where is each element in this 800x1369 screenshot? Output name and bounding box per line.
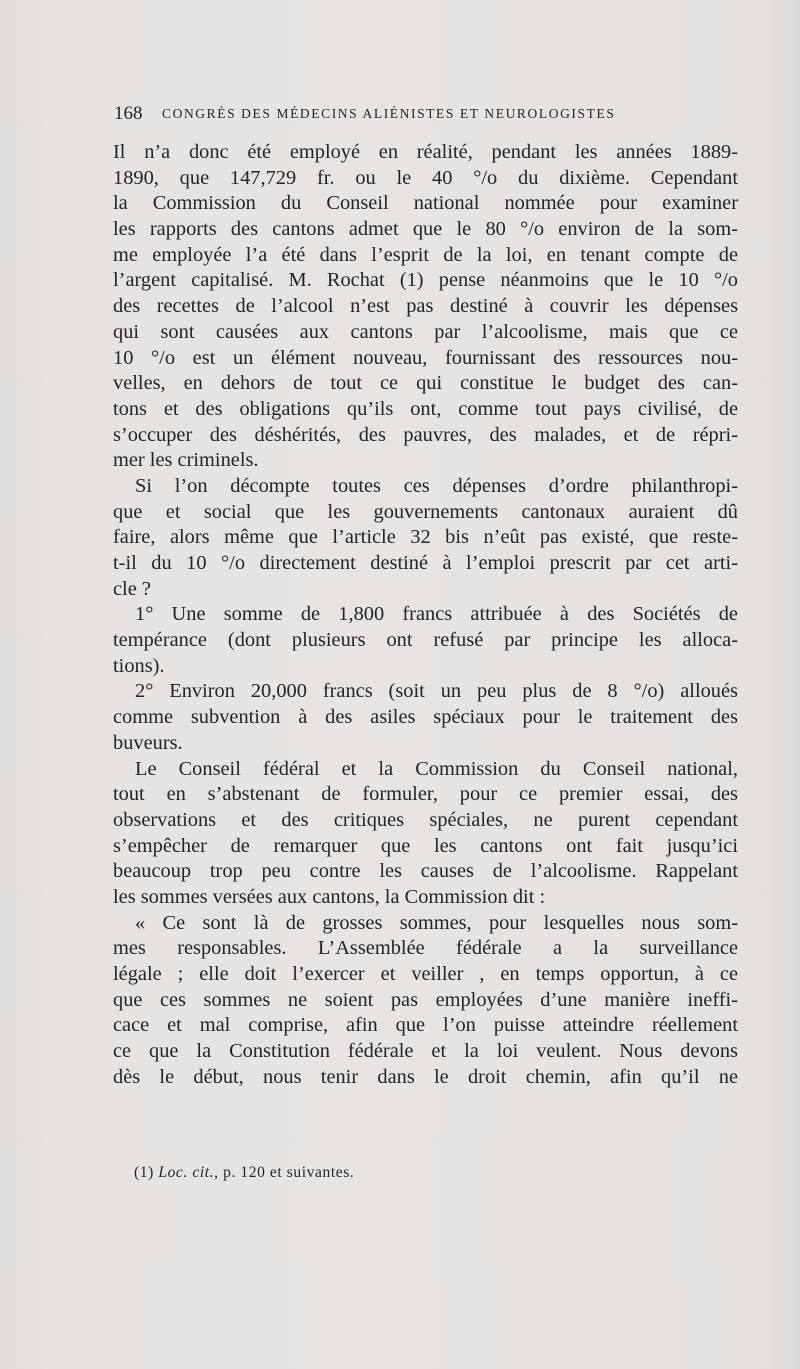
text-line: faire, alors même que l’article 32 bis n’eût pas existé, que reste- — [113, 526, 738, 549]
text-line: me employée l’a été dans l’esprit de la loi, en tenant compte de — [113, 243, 738, 266]
paragraph — [113, 679, 738, 756]
text-line: légale ; elle doit l’exercer et veiller , en temps opportun, à ce — [113, 963, 738, 985]
text-line: buveurs. — [113, 731, 183, 754]
text-line: s’occuper des déshérités, des pauvres, des malades, et de répri- — [113, 423, 738, 446]
running-head: CONGRÈS DES MÉDECINS ALIÉNISTES ET NEUROLOGISTES — [162, 106, 616, 121]
footnote-text: p. 120 et suivantes. — [223, 1164, 355, 1181]
text-line: s’empêcher de remarquer que les cantons ont fait jusqu’ici — [113, 834, 738, 857]
text-line: tout en s’abstenant de formuler, pour ce premier essai, des — [113, 783, 738, 806]
text-line: beaucoup trop peu contre les causes de l’alcoolisme. Rappelant — [113, 860, 738, 883]
text-line: qui sont causées aux cantons par l’alcoolisme, mais que ce — [113, 320, 738, 343]
text-line: velles, en dehors de tout ce qui constitue le budget des can- — [113, 372, 738, 395]
page-header — [114, 103, 694, 133]
body-text — [113, 140, 738, 1090]
footnote — [134, 1164, 354, 1182]
text-line: tons et des obligations qu’ils ont, comme tout pays civilisé, de — [113, 397, 738, 420]
text-line: mes responsables. L’Assemblée fédérale a la surveillance — [113, 937, 738, 960]
text-line: 1890, que 147,729 fr. ou le 40 °/o du dixième. Cependant — [113, 166, 738, 189]
text-line: l’argent capitalisé. M. Rochat (1) pense néanmoins que le 10 °/o — [113, 269, 738, 292]
text-line: observations et des critiques spéciales, ne purent cependant — [113, 808, 738, 831]
footnote-reference: Loc. cit., — [158, 1164, 219, 1181]
paragraph — [113, 911, 738, 1091]
text-line: Si l’on décompte toutes ces dépenses d’ordre philanthropi- — [135, 474, 738, 497]
text-line: Il n’a donc été employé en réalité, pendant les années 1889- — [113, 141, 738, 163]
text-line: tions). — [113, 654, 165, 677]
text-line: ce que la Constitution fédérale et la loi veulent. Nous devons — [113, 1040, 738, 1063]
text-line: 10 °/o est un élément nouveau, fournissant des ressources nou- — [113, 346, 738, 369]
footnote-marker: (1) — [134, 1164, 154, 1181]
paragraph — [113, 474, 738, 602]
text-line: mer les criminels. — [113, 449, 259, 472]
text-line: cace et mal comprise, afin que l’on puisse atteindre réellement — [113, 1014, 738, 1037]
text-line: que et social que les gouvernements cantonaux auraient dû — [113, 500, 738, 523]
page-number: 168 — [114, 103, 143, 124]
text-line: la Commission du Conseil national nommée pour examiner — [113, 192, 738, 215]
text-line: que ces sommes ne soient pas employées d’une manière ineffi- — [113, 988, 738, 1011]
paragraph — [113, 140, 738, 474]
text-line: « Ce sont là de grosses sommes, pour lesquelles nous som- — [135, 911, 738, 934]
paragraph — [113, 757, 738, 911]
text-line: t-il du 10 °/o directement destiné à l’emploi prescrit par cet arti- — [113, 552, 738, 574]
text-line: des recettes de l’alcool n’est pas destiné à couvrir les dépenses — [113, 295, 738, 318]
text-line: 1° Une somme de 1,800 francs attribuée à des Sociétés de — [135, 603, 738, 626]
text-line: comme subvention à des asiles spéciaux pour le traitement des — [113, 706, 738, 729]
text-line: tempérance (dont plusieurs ont refusé par principe les alloca- — [113, 629, 738, 652]
text-line: dès le début, nous tenir dans le droit chemin, afin qu’il ne — [113, 1065, 738, 1088]
paragraph — [113, 602, 738, 679]
text-line: les rapports des cantons admet que le 80 °/o environ de la som- — [113, 218, 738, 241]
text-line: 2° Environ 20,000 francs (soit un peu plus de 8 °/o) alloués — [135, 680, 738, 703]
text-line: Le Conseil fédéral et la Commission du Conseil national, — [135, 757, 738, 780]
text-line: cle ? — [113, 577, 151, 600]
text-line: les sommes versées aux cantons, la Commission dit : — [113, 885, 546, 908]
